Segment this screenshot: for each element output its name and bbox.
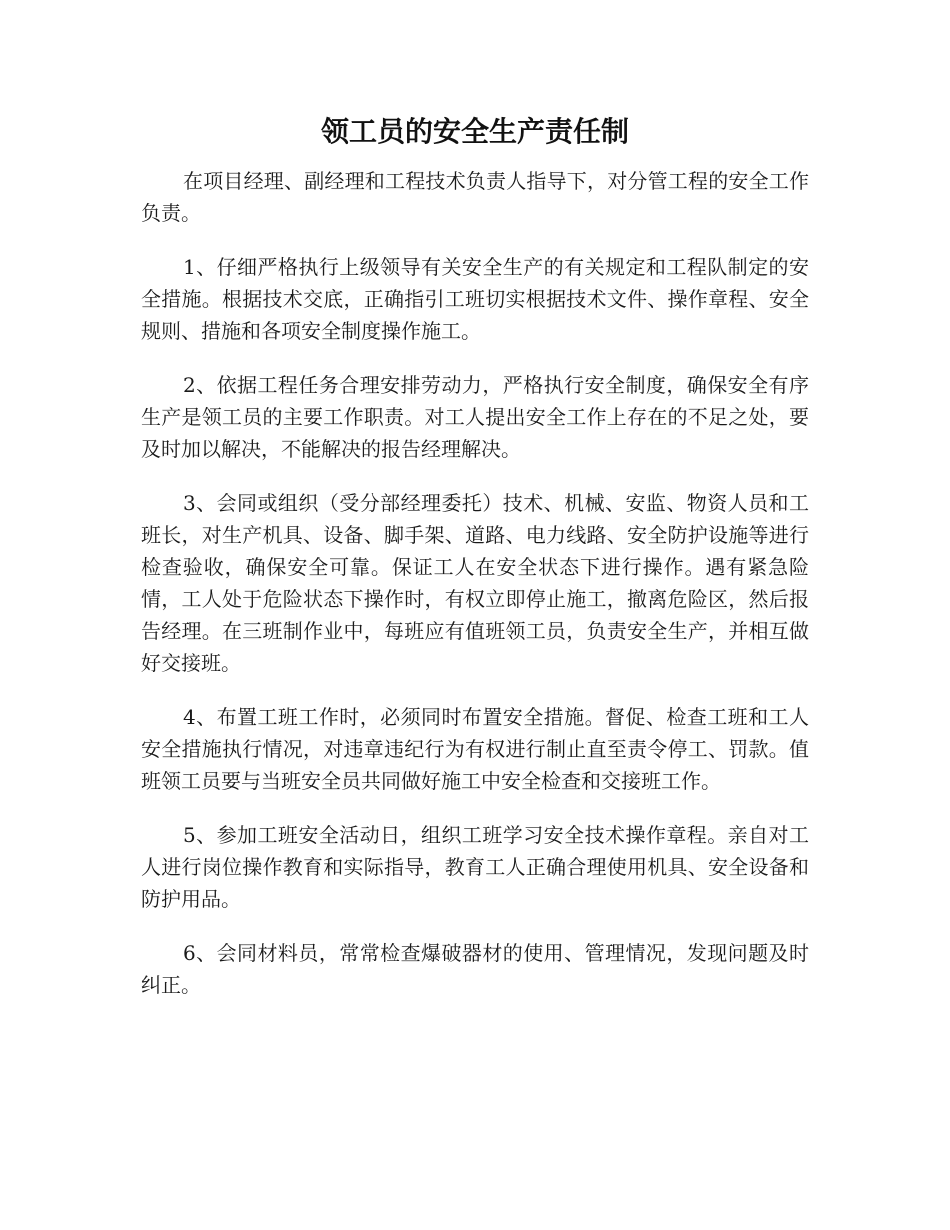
paragraph-item-2: 2、依据工程任务合理安排劳动力，严格执行安全制度，确保安全有序生产是领工员的主要工作职责。对工人提出安全工作上存在的不足之处，要及时加以解决，不能解决的报告经理解决。 bbox=[141, 373, 809, 461]
document-body bbox=[141, 165, 809, 1023]
paragraph-item-3: 3、会同或组织（受分部经理委托）技术、机械、安监、物资人员和工班长，对生产机具、设备、脚手架、道路、电力线路、安全防护设施等进行检查验收，确保安全可靠。保证工人在安全状态下进行操作。遇有紧急险情，工人处于危险状态下操作时，有权立即停止施工，撤离危险区，然后报告经理。在三班制作业中，每班应有值班领工员，负责安全生产，并相互做好交接班。 bbox=[141, 491, 809, 675]
paragraph-intro: 在项目经理、副经理和工程技术负责人指导下，对分管工程的安全工作负责。 bbox=[141, 169, 809, 225]
paragraph-item-6: 6、会同材料员，常常检查爆破器材的使用、管理情况，发现问题及时纠正。 bbox=[141, 941, 809, 997]
paragraph-item-1: 1、仔细严格执行上级领导有关安全生产的有关规定和工程队制定的安全措施。根据技术交底，正确指引工班切实根据技术文件、操作章程、安全规则、措施和各项安全制度操作施工。 bbox=[141, 255, 809, 343]
document-title: 领工员的安全生产责任制 bbox=[320, 115, 629, 148]
paragraph-item-4: 4、布置工班工作时，必须同时布置安全措施。督促、检查工班和工人安全措施执行情况，对违章违纪行为有权进行制止直至责令停工、罚款。值班领工员要与当班安全员共同做好施工中安全检查和交接班工作。 bbox=[141, 705, 809, 793]
paragraph-item-5: 5、参加工班安全活动日，组织工班学习安全技术操作章程。亲自对工人进行岗位操作教育和实际指导，教育工人正确合理使用机具、安全设备和防护用品。 bbox=[141, 823, 809, 911]
